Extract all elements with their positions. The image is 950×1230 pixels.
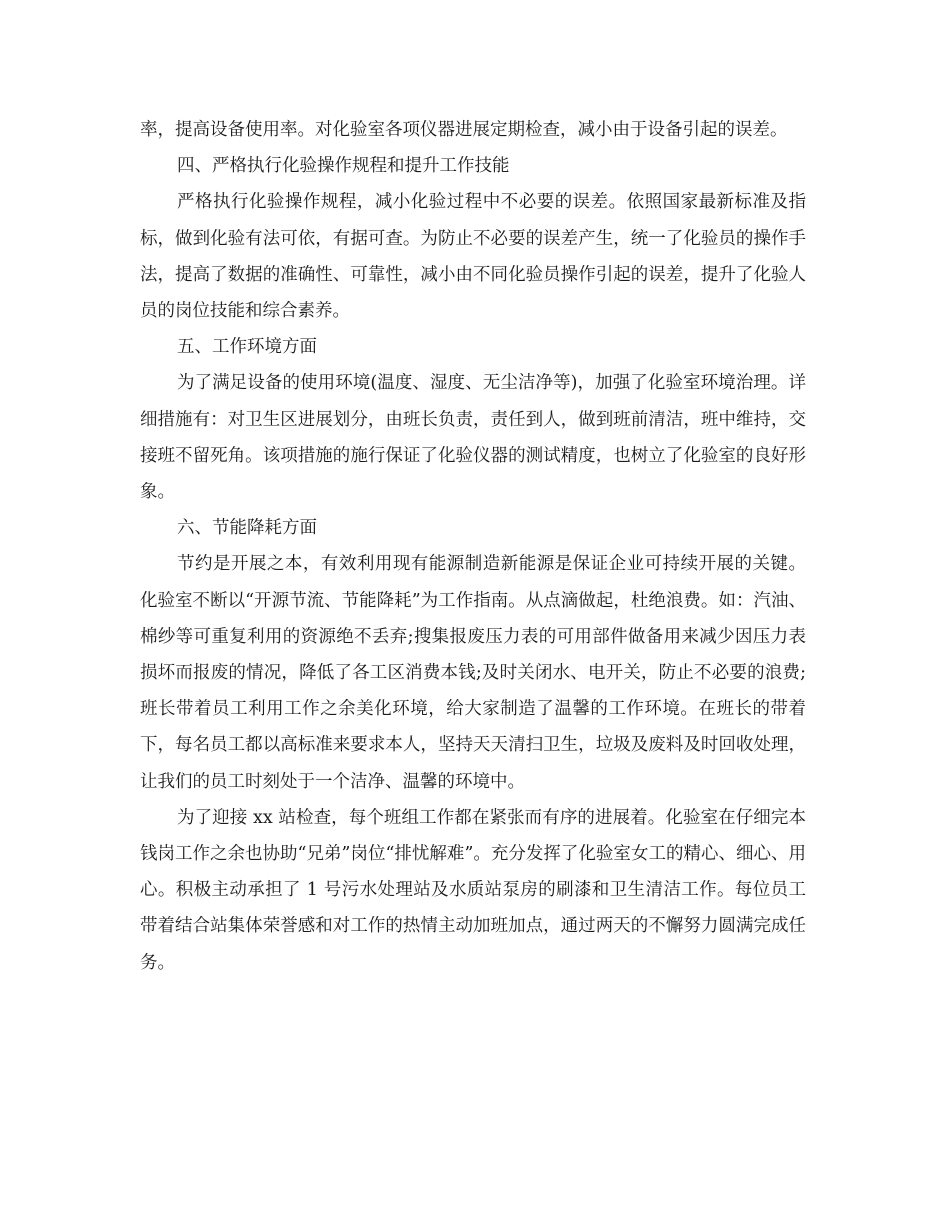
paragraph-work-environment: 为了满足设备的使用环境(温度、湿度、无尘洁净等)，加强了化验室环境治理。详细措施有：对卫生区进展划分，由班长负责，责任到人，做到班前清洁，班中维持，交接班不留死角。该项措施的施行保证了化验仪器的测试精度，也树立了化验室的良好形象。 bbox=[140, 373, 806, 503]
paragraph-continuation: 率，提高设备使用率。对化验室各项仪器进展定期检查，减小由于设备引起的误差。 bbox=[140, 120, 788, 140]
paragraph-inspection: 为了迎接 xx 站检查，每个班组工作都在紧张而有序的进展着。化验室在仔细完本钱岗工作之余也协助“兄弟”岗位“排忧解难”。充分发挥了化验室女工的精心、细心、用心。积极主动承担了 1 号污水处理站及水质站泵房的刷漆和卫生清洁工作。每位员工带着结合站集体荣誉感和对工作的热情主动加班加点，通过两天的不懈努力圆满完成任务。 bbox=[140, 807, 806, 973]
paragraph-energy-saving: 节约是开展之本，有效利用现有能源制造新能源是保证企业可持续开展的关键。化验室不断以“开源节流、节能降耗”为工作指南。从点滴做起，杜绝浪费。如：汽油、棉纱等可重复利用的资源绝不丢弃;搜集报废压力表的可用部件做备用来减少因压力表损坏而报废的情况，降低了各工区消费本钱;及时关闭水、电开关，防止不必要的浪费;班长带着员工利用工作之余美化环境，给大家制造了温馨的工作环境。在班长的带着下，每名员工都以高标准来要求本人，坚持天天清扫卫生，垃圾及废料及时回收处理，让我们的员工时刻处于一个洁净、温馨的环境中。 bbox=[140, 554, 806, 792]
section-heading-6: 六、节能降耗方面 bbox=[177, 518, 317, 539]
section-heading-5: 五、工作环境方面 bbox=[177, 337, 317, 358]
paragraph-operation-rules: 严格执行化验操作规程，减小化验过程中不必要的误差。依照国家最新标准及指标，做到化验有法可依，有据可查。为防止不必要的误差产生，统一了化验员的操作手法，提高了数据的准确性、可靠性，减小由不同化验员操作引起的误差，提升了化验人员的岗位技能和综合素养。 bbox=[140, 192, 806, 322]
document-page bbox=[140, 112, 806, 981]
section-heading-4: 四、严格执行化验操作规程和提升工作技能 bbox=[177, 156, 510, 177]
